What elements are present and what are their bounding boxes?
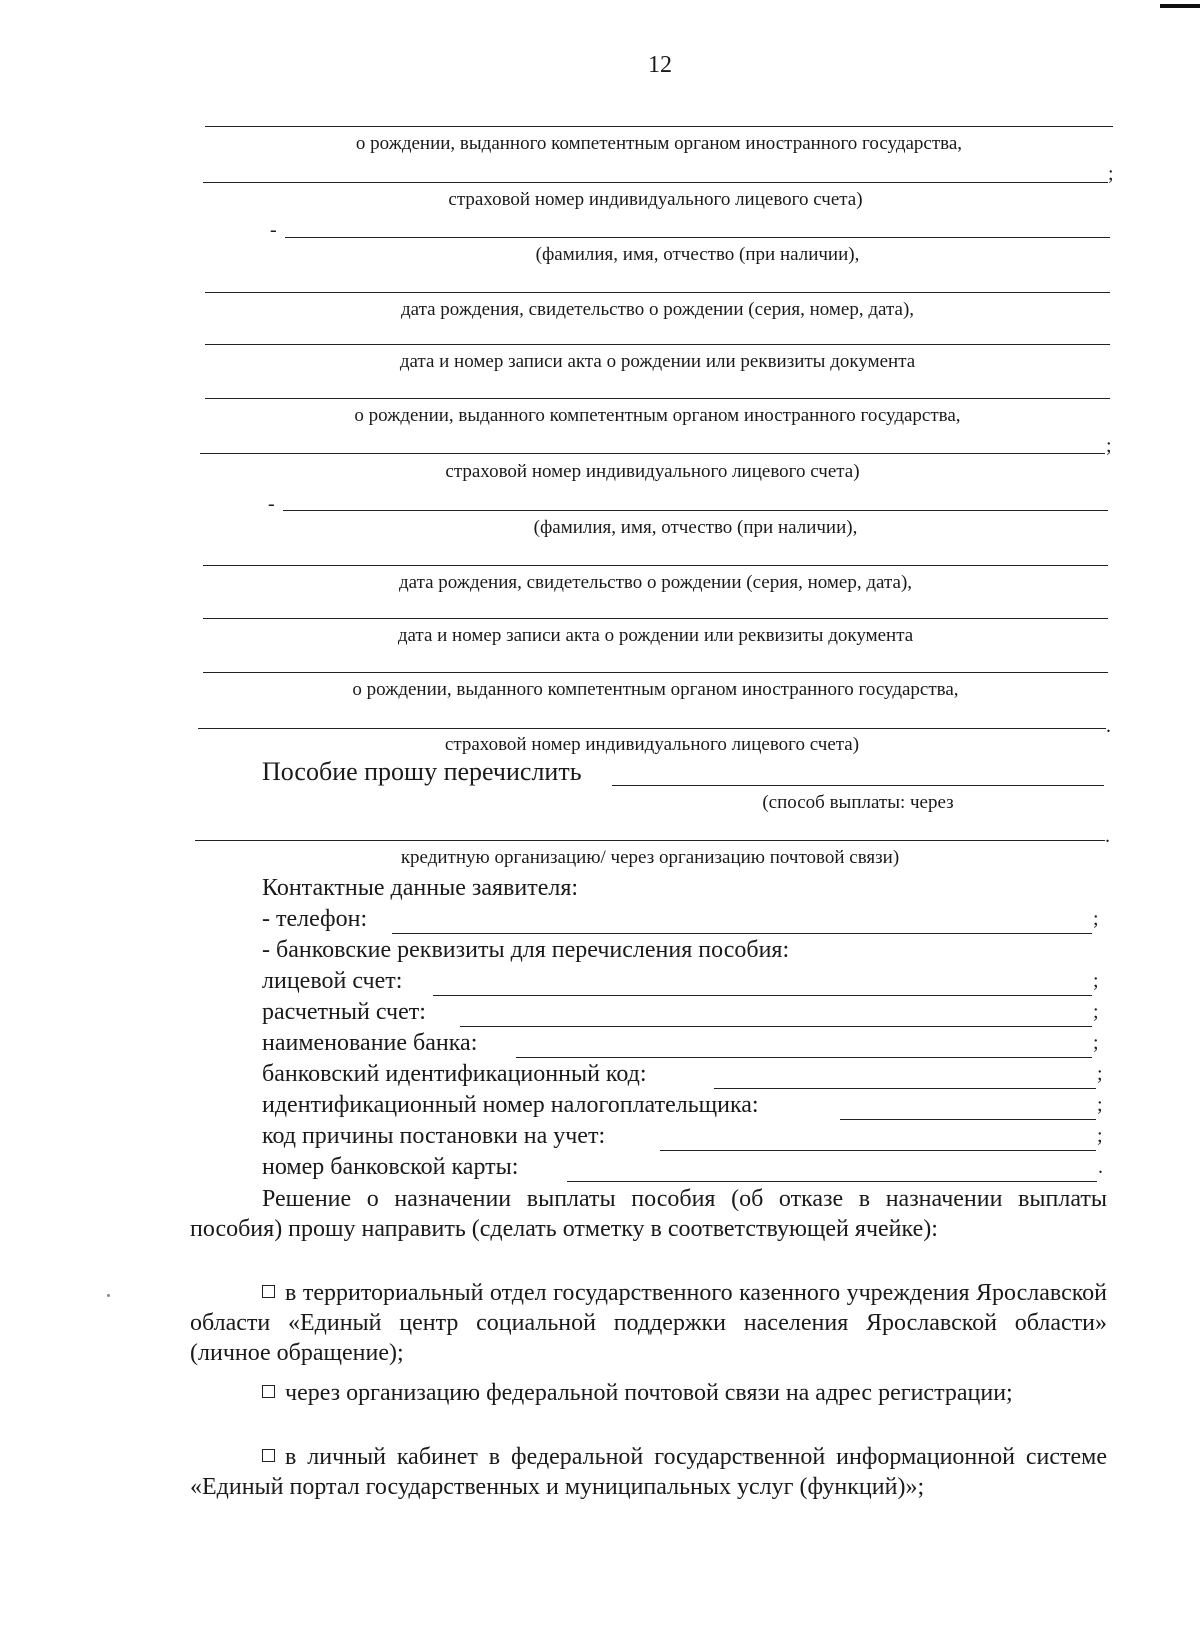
bank-card-label: номер банковской карты: xyxy=(262,1154,519,1180)
decision-option-checkbox[interactable] xyxy=(262,1449,275,1462)
form-blank-line xyxy=(205,126,1113,127)
bank-details-heading: - банковские реквизиты для перечисления пособия: xyxy=(262,937,790,963)
form-blank-line xyxy=(205,398,1110,399)
bic-input[interactable] xyxy=(714,1088,1096,1089)
line-end-punctuation: ; xyxy=(1093,970,1099,992)
form-blank-line xyxy=(203,618,1108,619)
form-blank-line xyxy=(205,344,1110,345)
payment-method-caption: кредитную организацию/ через организацию почтовой связи) xyxy=(400,847,900,868)
form-blank-line xyxy=(285,237,1110,238)
form-blank-line xyxy=(205,292,1110,293)
bic-label: банковский идентификационный код: xyxy=(262,1061,647,1087)
phone-input[interactable] xyxy=(392,933,1092,934)
payment-method-input[interactable] xyxy=(612,785,1104,786)
field-caption: (фамилия, имя, отчество (при наличии), xyxy=(533,517,858,538)
line-end-punctuation: ; xyxy=(1093,908,1099,930)
form-blank-line xyxy=(198,728,1106,729)
line-end-punctuation: ; xyxy=(1108,163,1114,185)
scan-speck xyxy=(107,1294,110,1297)
kpp-input[interactable] xyxy=(660,1150,1096,1151)
decision-option-text: через организацию федеральной почтовой связи на адрес регистрации; xyxy=(285,1380,1013,1406)
kpp-label: код причины постановки на учет: xyxy=(262,1123,606,1149)
field-caption: о рождении, выданного компетентным органом иностранного государства, xyxy=(355,133,963,154)
payment-method-caption: (способ выплаты: через xyxy=(762,792,954,813)
line-end-punctuation: ; xyxy=(1093,1001,1099,1023)
line-end-punctuation: ; xyxy=(1097,1125,1103,1147)
decision-option-checkbox[interactable] xyxy=(262,1385,275,1398)
decision-intro-text: Решение о назначении выплаты пособия (об отказе в назначении выплаты пособия) прошу направить (сделать отметку в соответствующей ячейке): xyxy=(190,1186,1107,1242)
field-caption: страховой номер индивидуального лицевого счета) xyxy=(444,734,860,755)
payment-method-input-continued[interactable] xyxy=(195,840,1105,841)
list-dash: - xyxy=(270,219,277,241)
line-end-punctuation: . xyxy=(1106,715,1111,737)
personal-account-label: лицевой счет: xyxy=(262,968,403,994)
personal-account-input[interactable] xyxy=(433,995,1092,996)
field-caption: (фамилия, имя, отчество (при наличии), xyxy=(535,244,860,265)
form-blank-line xyxy=(203,182,1108,183)
form-blank-line xyxy=(203,565,1108,566)
line-end-punctuation: . xyxy=(1105,825,1110,847)
payment-label: Пособие прошу перечислить xyxy=(262,757,582,786)
bank-card-input[interactable] xyxy=(567,1181,1097,1182)
decision-option-text: в территориальный отдел государственного казенного учреждения Ярославской области «Единый центр социальной поддержки населения Ярославской области» (личное обращение); xyxy=(190,1280,1107,1366)
phone-label: - телефон: xyxy=(262,906,368,932)
decision-option xyxy=(190,1442,1107,1502)
bank-name-input[interactable] xyxy=(516,1057,1092,1058)
form-blank-line xyxy=(283,510,1108,511)
line-end-punctuation: ; xyxy=(1093,1032,1099,1054)
decision-intro xyxy=(190,1184,1107,1244)
decision-option xyxy=(190,1378,1107,1408)
settlement-account-label: расчетный счет: xyxy=(262,999,426,1025)
field-caption: страховой номер индивидуального лицевого счета) xyxy=(445,461,860,482)
line-end-punctuation: ; xyxy=(1106,435,1112,457)
list-dash: - xyxy=(268,493,275,515)
field-caption: дата и номер записи акта о рождении или реквизиты документа xyxy=(397,625,914,646)
inn-input[interactable] xyxy=(840,1119,1096,1120)
field-caption: дата рождения, свидетельство о рождении (серия, номер, дата), xyxy=(398,572,913,593)
field-caption: дата и номер записи акта о рождении или реквизиты документа xyxy=(399,351,916,372)
decision-option-checkbox[interactable] xyxy=(262,1285,275,1298)
inn-label: идентификационный номер налогоплательщика: xyxy=(262,1092,759,1118)
decision-option xyxy=(190,1278,1107,1368)
page-number: 12 xyxy=(648,52,672,78)
field-caption: о рождении, выданного компетентным органом иностранного государства, xyxy=(354,405,961,426)
settlement-account-input[interactable] xyxy=(460,1026,1092,1027)
line-end-punctuation: ; xyxy=(1097,1063,1103,1085)
line-end-punctuation: . xyxy=(1098,1156,1103,1178)
bank-name-label: наименование банка: xyxy=(262,1030,478,1056)
form-blank-line xyxy=(203,672,1108,673)
field-caption: страховой номер индивидуального лицевого счета) xyxy=(448,189,863,210)
scan-edge-mark xyxy=(1160,4,1200,8)
field-caption: о рождении, выданного компетентным органом иностранного государства, xyxy=(352,679,959,700)
decision-option-text: в личный кабинет в федеральной государственной информационной системе «Единый портал государственных и муниципальных услуг (функций)»; xyxy=(190,1444,1107,1500)
field-caption: дата рождения, свидетельство о рождении (серия, номер, дата), xyxy=(400,299,915,320)
line-end-punctuation: ; xyxy=(1097,1094,1103,1116)
contacts-heading: Контактные данные заявителя: xyxy=(262,875,579,901)
form-blank-line xyxy=(200,453,1105,454)
